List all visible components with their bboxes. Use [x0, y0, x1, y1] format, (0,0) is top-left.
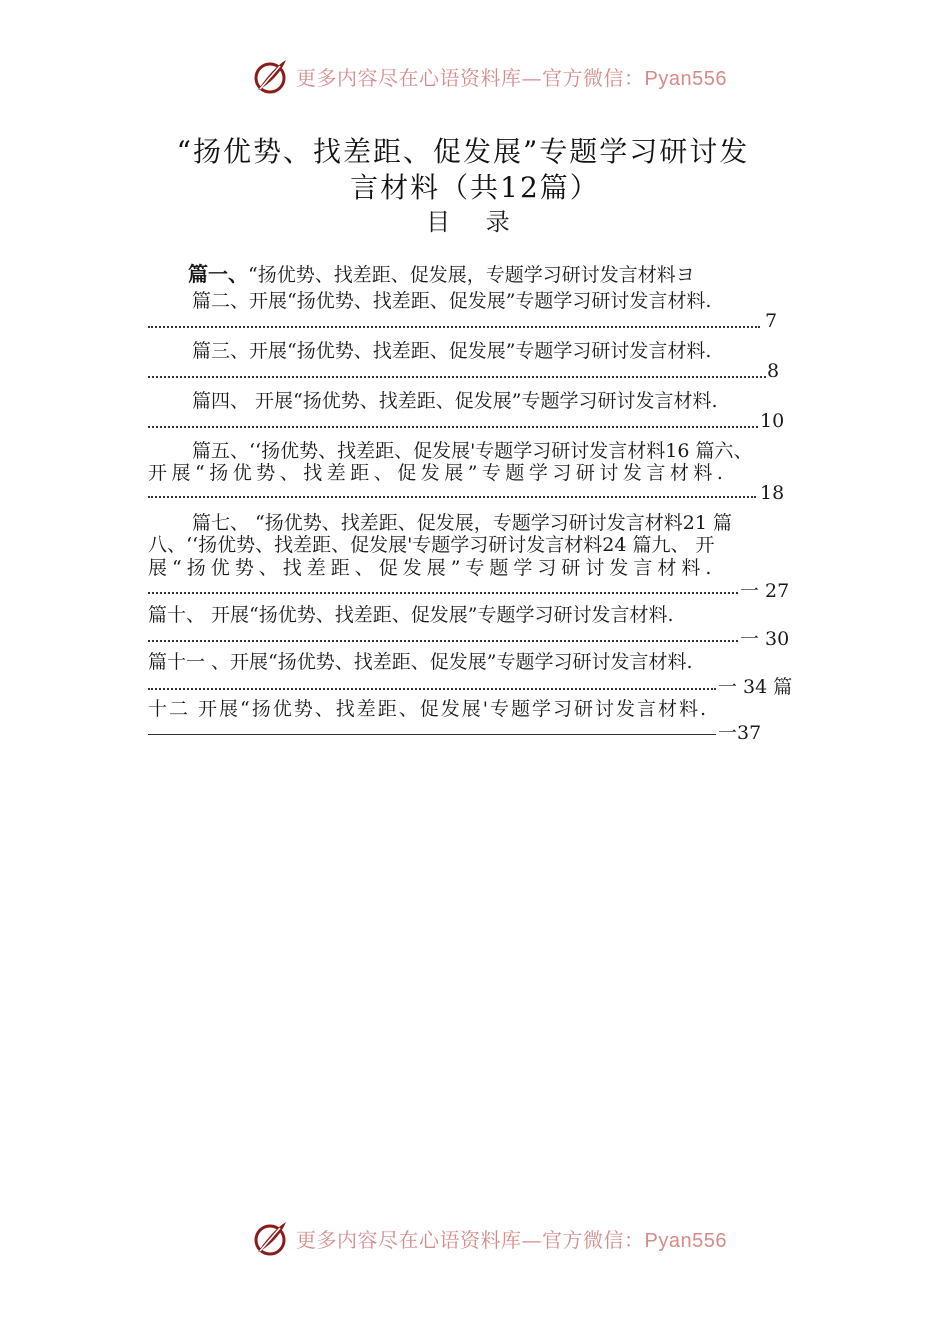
toc-entry-11: 篇十一 、开展“扬优势、找差距、促发展”专题学习研讨发言材料.	[148, 651, 693, 673]
page-number: 一37	[718, 722, 762, 744]
dot-leader	[148, 426, 758, 428]
watermark-account: Pyan556	[644, 1229, 727, 1252]
watermark-account: Pyan556	[644, 67, 727, 90]
toc-entry-12: 十二 开展“扬优势、找差距、促发展'专题学习研讨发言材料.	[148, 698, 709, 720]
toc-heading: 目 录	[426, 208, 524, 236]
page-number: 7	[765, 310, 778, 332]
page-number: 18	[760, 482, 785, 504]
toc-entry-4: 篇四、 开展“扬优势、找差距、促发展”专题学习研讨发言材料.	[192, 390, 718, 412]
dot-leader	[148, 376, 766, 378]
toc-entry-5: 篇五、‘‘扬优势、找差距、促发展'专题学习研讨发言材料16 篇六、	[192, 440, 753, 462]
page-number: 8	[767, 360, 780, 382]
dot-leader	[148, 592, 738, 594]
dot-leader	[148, 640, 738, 642]
toc-entry-7: 篇七、 “扬优势、找差距、促发展，专题学习研讨发言材料21 篇	[192, 512, 732, 534]
header-watermark	[250, 56, 727, 96]
feather-in-circle-icon	[250, 56, 290, 96]
toc-entry-6: 开展“扬优势、找差距、促发展”专题学习研讨发言材料.	[148, 462, 728, 484]
page-number: 一 34 篇	[718, 676, 793, 698]
toc-entry-10: 篇十、 开展“扬优势、找差距、促发展”专题学习研讨发言材料.	[148, 604, 674, 626]
dot-leader	[148, 326, 760, 328]
underline-leader	[148, 734, 716, 735]
toc-entry-2: 篇二、开展“扬优势、找差距、促发展”专题学习研讨发言材料.	[192, 290, 712, 312]
page-number: 一 30	[740, 628, 790, 650]
footer-watermark	[250, 1218, 727, 1258]
toc-entry-3: 篇三、开展“扬优势、找差距、促发展”专题学习研讨发言材料.	[192, 340, 712, 362]
dot-leader	[148, 688, 716, 690]
toc-entry-8: 八、‘‘扬优势、找差距、促发展'专题学习研讨发言材料24 篇九、 开	[148, 534, 715, 556]
feather-in-circle-icon	[250, 1218, 290, 1258]
dot-leader	[148, 496, 756, 498]
page-number: 一 27	[740, 580, 790, 602]
document-title-line-2: 言材料（共12篇）	[350, 171, 600, 204]
watermark-text: 更多内容尽在心语资料库—官方微信：Pyan556	[296, 65, 727, 90]
document-title-line-1: “扬优势、找差距、促发展”专题学习研讨发	[176, 135, 750, 168]
toc-entry-1: 篇一、“扬优势、找差距、促发展，专题学习研讨发言材料ヨ	[188, 262, 695, 286]
toc-entry-9: 展“扬优势、找差距、促发展”专题学习研讨发言材料.	[148, 557, 717, 579]
watermark-text: 更多内容尽在心语资料库—官方微信：Pyan556	[296, 1227, 727, 1252]
page-number: 10	[760, 410, 785, 432]
